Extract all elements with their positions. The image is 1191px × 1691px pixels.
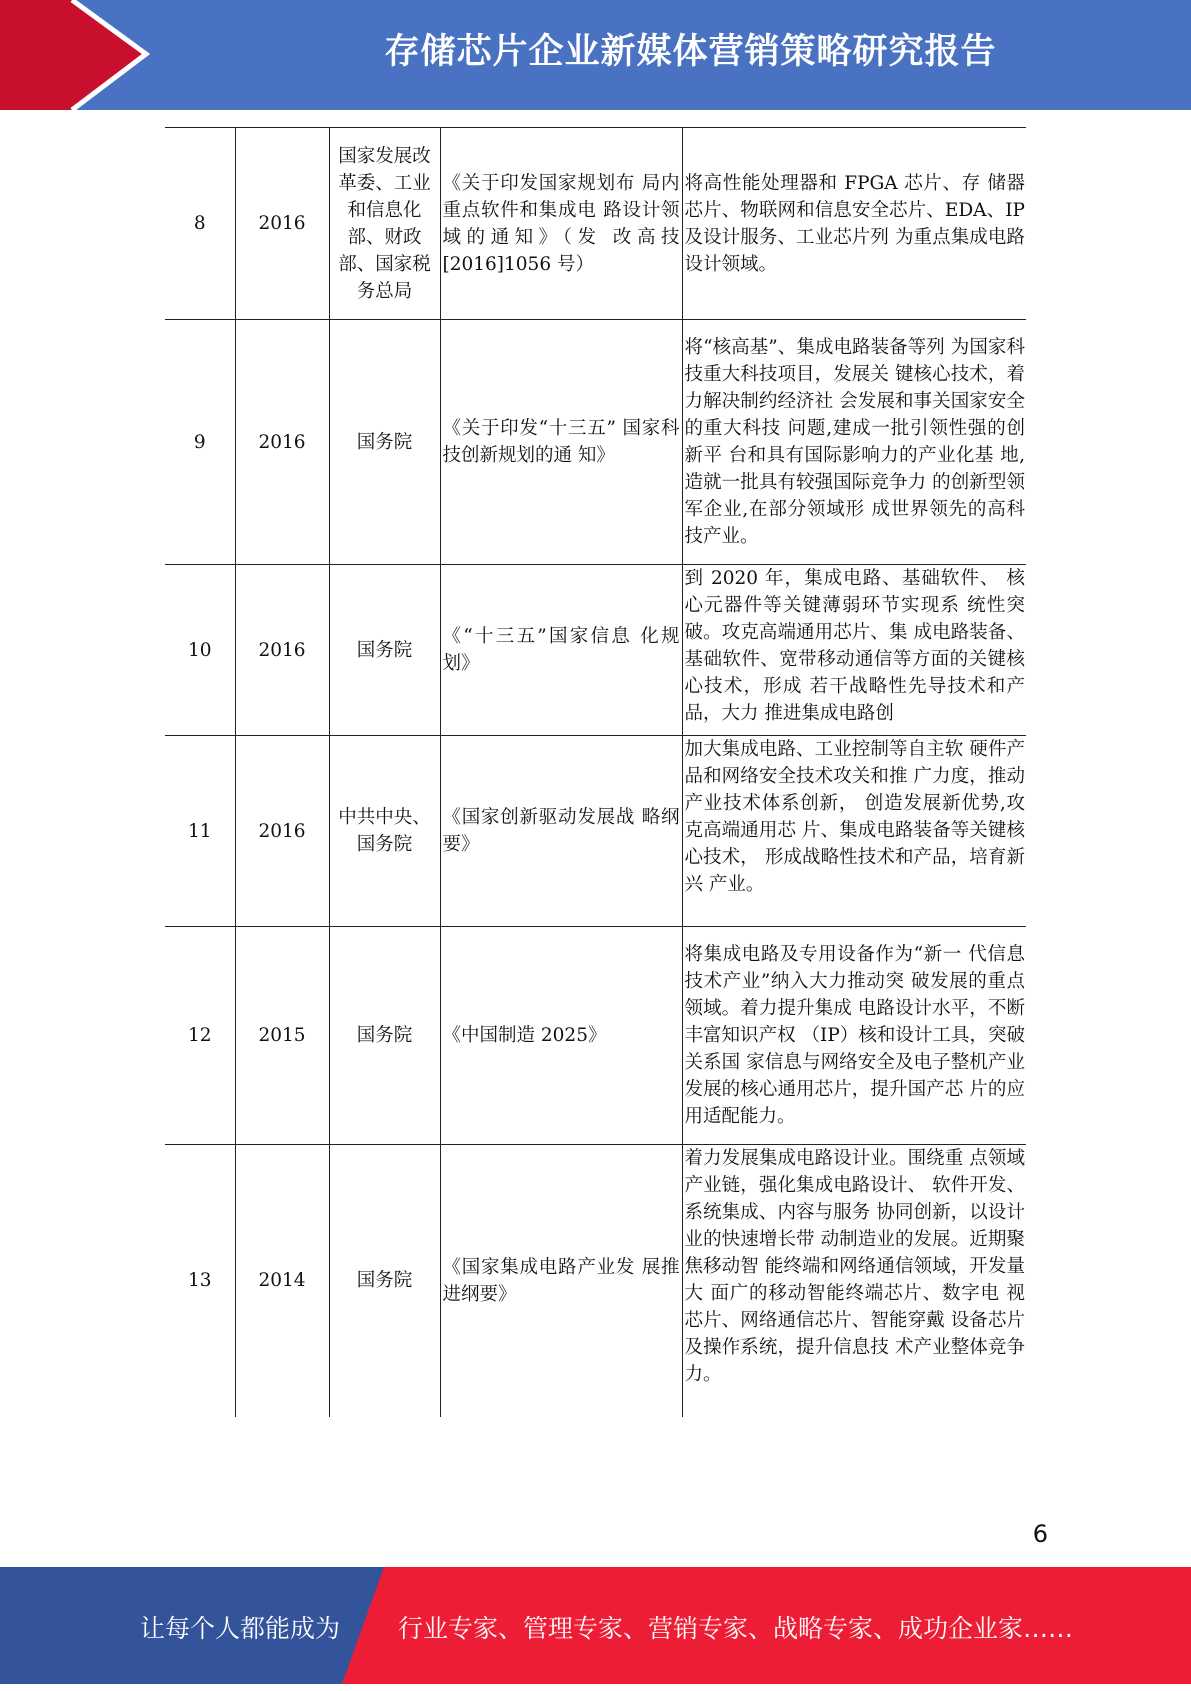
row-content: 着力发展集成电路设计业。围绕重 点领域产业链，强化集成电路设计、 软件开发、系统集成、内容与服务 协同创新，以设计业的快速增长带 动制造业的发展。近期聚焦移动智 能终端和网络通信领域，开发量大 面广的移动智能终端芯片、数字电 视芯片、网络通信芯片、智能穿戴 设备芯片及操作系统，提升信息技 术产业整体竞争力。: [682, 1145, 1026, 1417]
table-row: [165, 1145, 1026, 1417]
row-document: 《关于印发“十三五” 国家科技创新规划的通 知》: [440, 320, 682, 565]
row-number: 8: [165, 128, 235, 320]
table-row: [165, 320, 1026, 565]
table-row: [165, 565, 1026, 736]
row-content: 将“核高基”、集成电路装备等列 为国家科技重大科技项目，发展关 键核心技术，着力解决制约经济社 会发展和事关国家安全的重大科技 问题,建成一批引领性强的创新平 台和具有国际影响力的产业化基 地,造就一批具有较强国际竞争力 的创新型领军企业,在部分领域形 成世界领先的高科技产业。: [682, 320, 1026, 565]
row-number: 9: [165, 320, 235, 565]
row-document: 《关于印发国家规划布 局内重点软件和集成电 路设计领域的通知》（发 改高技[2016]1056 号）: [440, 128, 682, 320]
row-year: 2016: [235, 128, 329, 320]
row-document: 《中国制造 2025》: [440, 927, 682, 1145]
row-number: 10: [165, 565, 235, 736]
row-number: 13: [165, 1145, 235, 1417]
row-document: 《国家创新驱动发展战 略纲要》: [440, 736, 682, 927]
row-issuer: 国务院: [329, 320, 440, 565]
row-issuer: 中共中央、国务院: [329, 736, 440, 927]
row-issuer: 国务院: [329, 565, 440, 736]
row-year: 2015: [235, 927, 329, 1145]
report-title: 存储芯片企业新媒体营销策略研究报告: [384, 32, 997, 72]
footer-slogan-left: 让每个人都能成为: [140, 1614, 341, 1643]
table-row: [165, 927, 1026, 1145]
row-content: 加大集成电路、工业控制等自主软 硬件产品和网络安全技术攻关和推 广力度，推动产业技术体系创新， 创造发展新优势,攻克高端通用芯 片、集成电路装备等关键核心技术， 形成战略性技术和产品，培育新兴 产业。: [682, 736, 1026, 927]
row-issuer: 国务院: [329, 927, 440, 1145]
row-year: 2014: [235, 1145, 329, 1417]
row-number: 12: [165, 927, 235, 1145]
row-content: 到 2020 年，集成电路、基础软件、 核心元器件等关键薄弱环节实现系 统性突破。攻克高端通用芯片、集 成电路装备、基础软件、宽带移动通信等方面的关键核心技术，形成 若干战略性先导技术和产品，大力 推进集成电路创: [682, 565, 1026, 736]
page-number: 6: [1032, 1520, 1048, 1548]
table-row: [165, 128, 1026, 320]
header-arrow-decoration: [0, 0, 150, 110]
row-issuer: 国务院: [329, 1145, 440, 1417]
policy-table: [165, 127, 1026, 1417]
page-header: [0, 0, 1191, 110]
row-document: 《“十三五”国家信息 化规划》: [440, 565, 682, 736]
footer-slogan-right: 行业专家、管理专家、营销专家、战略专家、成功企业家……: [398, 1614, 1074, 1643]
row-number: 11: [165, 736, 235, 927]
page-footer: [0, 1567, 1191, 1684]
row-document: 《国家集成电路产业发 展推进纲要》: [440, 1145, 682, 1417]
row-content: 将高性能处理器和 FPGA 芯片、存 储器芯片、物联网和信息安全芯片、EDA、IP 及设计服务、工业芯片列 为重点集成电路设计领域。: [682, 128, 1026, 320]
row-year: 2016: [235, 565, 329, 736]
row-content: 将集成电路及专用设备作为“新一 代信息技术产业”纳入大力推动突 破发展的重点领域。着力提升集成 电路设计水平，不断丰富知识产权 （IP）核和设计工具，突破关系国 家信息与网络安全及电子整机产业 发展的核心通用芯片，提升国产芯 片的应用适配能力。: [682, 927, 1026, 1145]
table-row: [165, 736, 1026, 927]
row-year: 2016: [235, 320, 329, 565]
row-issuer: 国家发展改革委、工业和信息化部、财政部、国家税务总局: [329, 128, 440, 320]
row-year: 2016: [235, 736, 329, 927]
